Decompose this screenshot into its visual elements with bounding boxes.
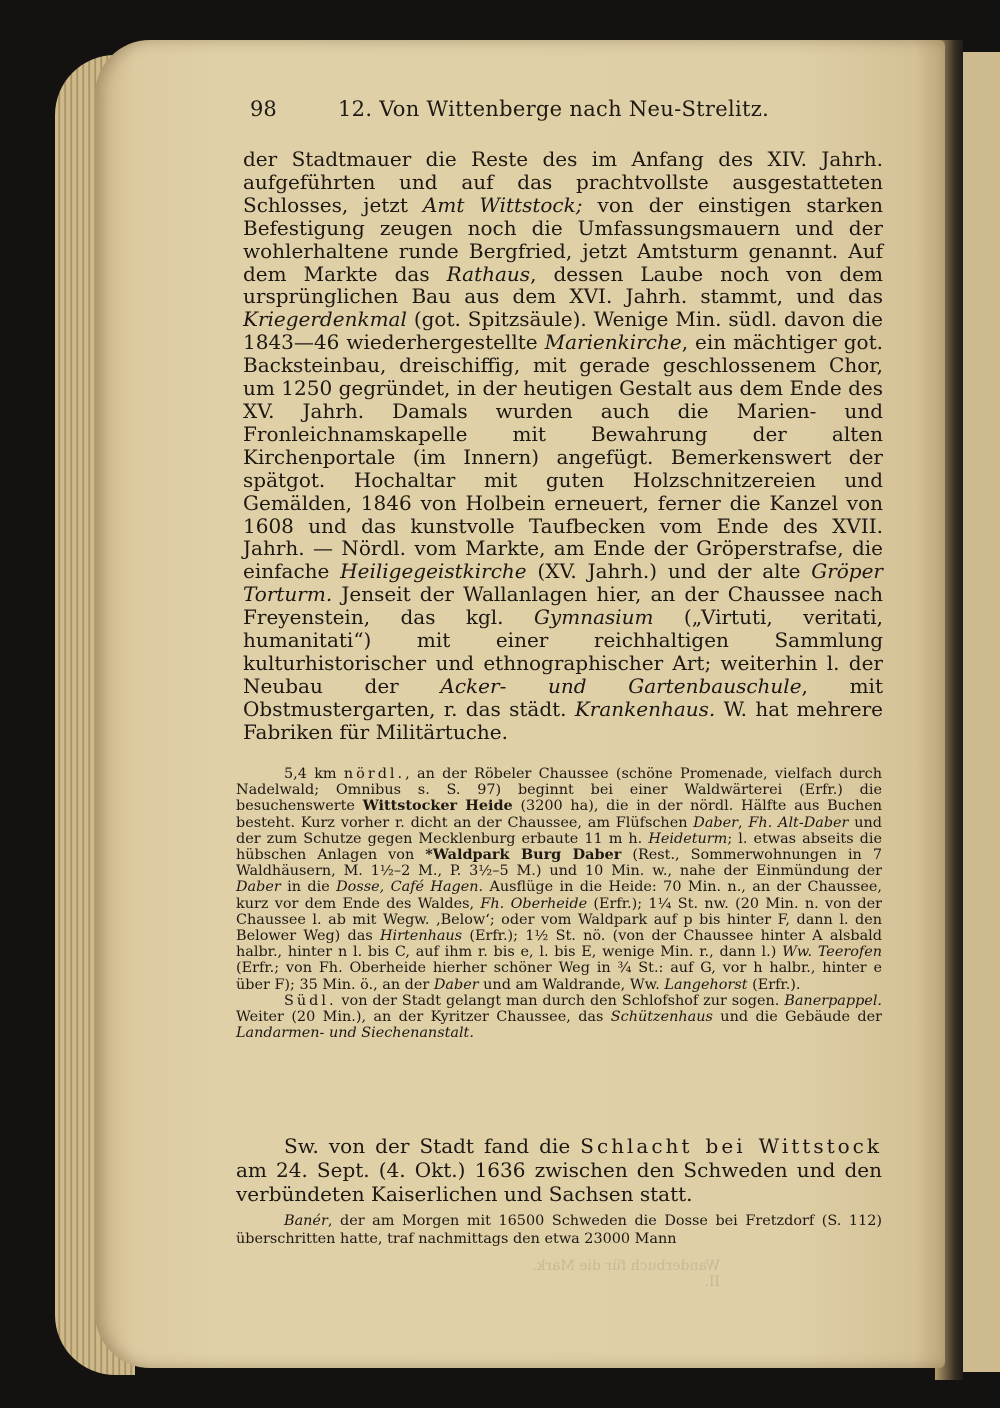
excursion-notes: [236, 766, 882, 1041]
note-paragraph: Banér, der am Morgen mit 16500 Schweden die Dosse bei Fretzdorf (S. 112) überschritten hatte, traf nachmittags den etwa 23000 Mann: [236, 1213, 882, 1247]
paragraph-text: Sw. von der Stadt fand die Schlacht bei Wittstock am 24. Sept. (4. Okt.) 1636 zwischen den Schweden und den verbündeten Kaiserlichen und Sachsen statt.: [236, 1134, 883, 1206]
running-header: [250, 92, 810, 126]
place-name: Gröper Torturm.: [243, 559, 883, 607]
chapter-title: 12. Von Wittenberge nach Neu-Strelitz.: [338, 97, 770, 121]
note-paragraph: 5,4 km nördl., an der Röbeler Chaussee (schöne Promenade, vielfach durch Nadelwald; Omnibus s. S. 97) beginnt bei einer Waldwärterei (Erfr.) die besuchenswerte Wittstocker Heide (3200 ha), die in der nördl. Hälfte aus Buchen besteht. Kurz vorher r. dicht an der Chaussee, am Flüfschen Daber, Fh. Alt-Daber und der zum Schutze gegen Mecklenburg erbaute 11 m h. Heideturm; l. etwas abseits die hübschen Anlagen von *Waldpark Burg Daber (Rest., Sommerwohnungen in 7 Waldhäusern, M. 1½–2 M., P. 3½–5 M.) und 10 Min. w., nahe der Einmündung der Daber in die Dosse, Café Hagen. Ausflüge in die Heide: 70 Min. n., an der Chaussee, kurz vor dem Ende des Waldes, Fh. Oberheide (Erfr.); 1¼ St. nw. (20 Min. n. von der Chaussee l. ab mit Wegw. ‚Below‘; oder vom Waldpark auf p bis hinter F, dann l. den Belower Weg) das Hirtenhaus (Erfr.); 1½ St. nö. (von der Chaussee hinter A alsbald halbr., hinter n l. bis C, auf ihm r. bis e, l. bis E, wenige Min. r., dann l.) Ww. Teerofen (Erfr.; von Fh. Oberheide hierher schöner Weg in ¾ St.: auf G, vor h halbr., hinter e über F); 35 Min. ö., an der Daber und am Waldrande, Ww. Langehorst (Erfr.).: [236, 766, 883, 993]
place-name: Gymnasium: [533, 605, 654, 630]
note-paragraph: Südl. von der Stadt gelangt man durch den Schlofshof zur sogen. Banerpappel. Weiter (20 Min.), an der Kyritzer Chaussee, das Schützenhaus und die Gebäude der Landarmen- und Siechenanstalt.: [236, 992, 882, 1042]
place-name: Heiligegeistkirche: [340, 559, 527, 584]
place-name: Amt Wittstock;: [422, 192, 583, 217]
place-name: Krankenhaus.: [574, 696, 716, 721]
main-paragraph: [243, 148, 883, 744]
paragraph-text: der Stadtmauer die Reste des im Anfang des XIV. Jahrh. aufgeführten und auf das prachtvollste ausgestatteten Schlosses, jetzt Amt Wittstock; von der einstigen starken Befestigung zeugen noch die Umfassungsmauern und der wohlerhaltene runde Bergfried, jetzt Amtsturm genannt. Auf dem Markte das Rathaus, dessen Laube noch von dem ursprünglichen Bau aus dem XVI. Jahrh. stammt, und das Kriegerdenkmal (got. Spitzsäule). Wenige Min. südl. davon die 1843—46 wiederhergestellte Marienkirche, ein mächtiger got. Backsteinbau, dreischiffig, mit gerade geschlossenem Chor, um 1250 gegründet, in der heutigen Gestalt aus dem Ende des XV. Jahrh. Damals wurden auch die Marien- und Fronleichnamskapelle mit Bewahrung der alten Kirchenportale (im Innern) angefügt. Bemerkenswert der spätgot. Hochaltar mit guten Holzschnitzereien und Gemälden, 1846 von Holbein erneuert, ferner die Kanzel von 1608 und das kunstvolle Taufbecken vom Ende des XVII. Jahrh. — Nördl. vom Markte, am Ende der Gröperstrafse, die einfache Heiligegeistkirche (XV. Jahrh.) und der alte Gröper Torturm. Jenseit der Wallanlagen hier, an der Chaussee nach Freyenstein, das kgl. Gymnasium („Virtuti, veritati, humanitati“) mit einer reichhaltigen Sammlung kulturhistorischer und ethnographischer Art; weiterhin l. der Neubau der Acker- und Gartenbauschule, mit Obstmustergarten, r. das städt. Krankenhaus. W. hat mehrere Fabriken für Militärtuche.: [243, 147, 883, 744]
page-number: 98: [250, 97, 277, 121]
facing-page-edge: [958, 52, 1000, 1372]
place-name: Acker- und Gartenbauschule: [440, 673, 802, 698]
show-through-text: Wanderbuch für die Mark. II.: [532, 1258, 720, 1290]
battle-note: [236, 1212, 882, 1248]
place-name: Marienkirche: [544, 330, 682, 355]
battle-paragraph: [236, 1134, 882, 1206]
place-name: Rathaus: [446, 261, 531, 286]
place-name: Kriegerdenkmal: [243, 307, 407, 332]
